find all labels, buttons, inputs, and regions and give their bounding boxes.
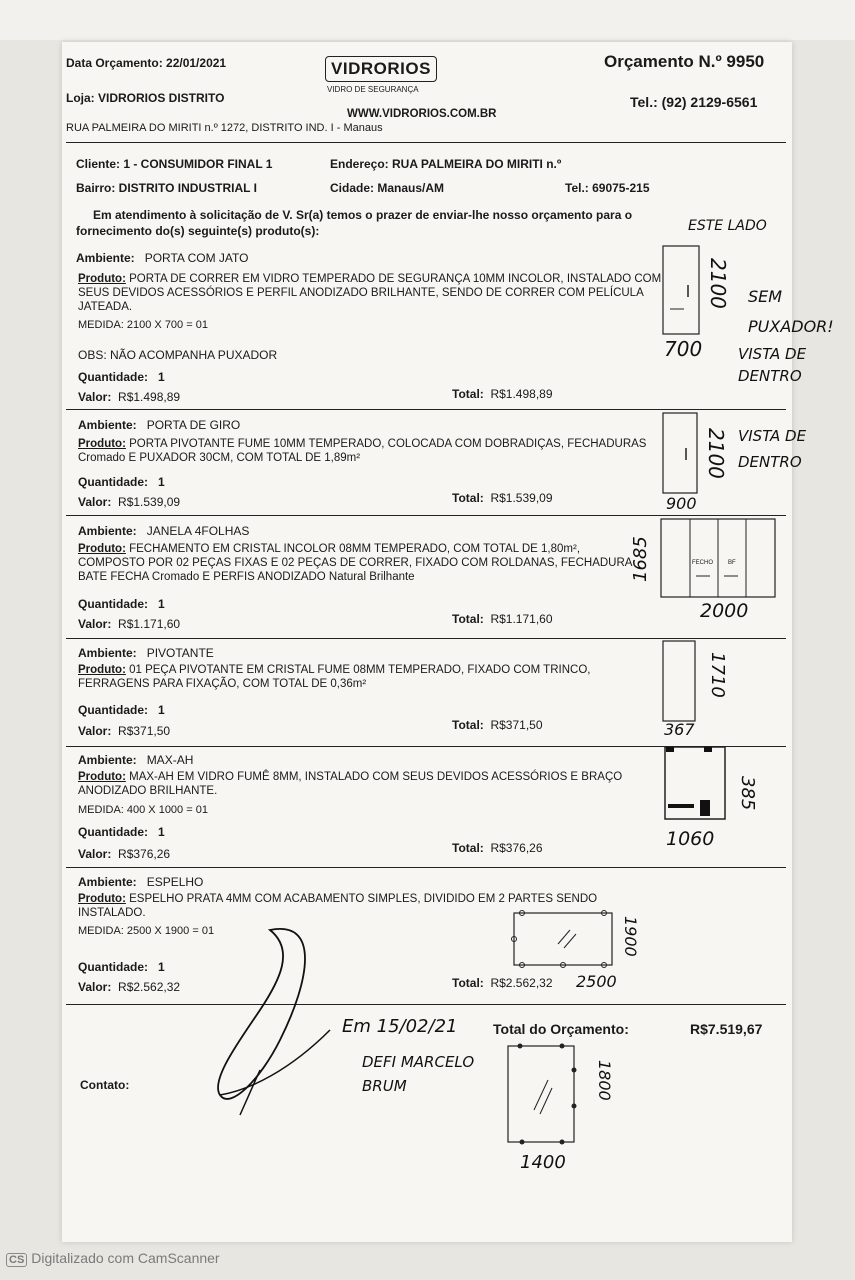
divider: [66, 515, 786, 516]
handwritten-dim: 2100: [704, 428, 728, 479]
divider: [66, 1004, 786, 1005]
camscanner-icon: CS: [6, 1253, 27, 1267]
divider: [66, 638, 786, 639]
budget-total-label: Total do Orçamento:: [493, 1021, 629, 1037]
handwritten-note: VISTA DE DENTRO: [738, 427, 807, 471]
divider: [66, 409, 786, 410]
item-quantidade: Quantidade: 1: [78, 960, 165, 974]
item-valor: Valor: R$376,26: [78, 847, 171, 861]
handwritten-name: DEFI MARCELO BRUM: [362, 1053, 475, 1095]
item-quantidade: Quantidade: 1: [78, 370, 165, 384]
handwritten-dim: 700: [664, 337, 703, 361]
budget-number: Orçamento N.º 9950: [604, 52, 765, 71]
door-sketch-icon: [662, 245, 700, 335]
panel-sketch-icon: [500, 1040, 580, 1148]
scan-edge: [0, 0, 855, 40]
item-ambiente: Ambiente: PORTA COM JATO: [76, 251, 249, 265]
item-quantidade: Quantidade: 1: [78, 475, 165, 489]
item-valor: Valor: R$1.539,09: [78, 495, 181, 509]
item-ambiente: Ambiente: PIVOTANTE: [78, 646, 214, 660]
handwritten-dim: 1400: [520, 1152, 566, 1173]
item-valor: Valor: R$1.498,89: [78, 390, 181, 404]
item-ambiente: Ambiente: JANELA 4FOLHAS: [78, 524, 250, 538]
item-obs: OBS: NÃO ACOMPANHA PUXADOR: [78, 348, 278, 362]
window-sketch-icon: [660, 518, 776, 598]
handwritten-dim: 900: [666, 494, 697, 513]
handwritten-note: ESTE LADO: [688, 218, 767, 234]
handwritten-dim: 2500: [576, 972, 617, 991]
item-produto: Produto: MAX-AH EM VIDRO FUMÊ 8MM, INSTALADO COM SEUS DEVIDOS ACESSÓRIOS E BRAÇO ANODIZADO BRILHANTE.: [78, 771, 623, 797]
mirror-sketch-icon: [508, 908, 618, 970]
diagram-label: BF: [728, 560, 736, 566]
handwritten-dim: 367: [664, 720, 695, 739]
handwritten-dim: 1900: [621, 916, 640, 957]
handwritten-dim: 385: [737, 776, 758, 811]
item-medida: MEDIDA: 2100 X 700 = 01: [78, 319, 208, 331]
item-produto: Produto: 01 PEÇA PIVOTANTE EM CRISTAL FUME 08MM TEMPERADO, FIXADO COM TRINCO, FERRAGENS PARA FIXAÇÃO, COM TOTAL DE 0,36m²: [78, 664, 591, 690]
intro-line-1: Em atendimento à solicitação de V. Sr(a) temos o prazer de enviar-lhe nosso orçamento para o: [93, 208, 633, 222]
client-district: Bairro: DISTRITO INDUSTRIAL I: [76, 181, 257, 195]
contact-label: Contato:: [80, 1078, 130, 1092]
item-produto: Produto: PORTA DE CORRER EM VIDRO TEMPERADO DE SEGURANÇA 10MM INCOLOR, INSTALADO COM SEUS DEVIDOS ACESSÓRIOS E PERFIL ANODIZADO BRILHANTE, SENDO DE CORRER COM PELÍCULA JATEADA.: [78, 273, 662, 313]
item-ambiente: Ambiente: ESPELHO: [78, 875, 204, 889]
item-total: Total: R$1.498,89: [452, 387, 553, 401]
company-address: RUA PALMEIRA DO MIRITI n.º 1272, DISTRITO IND. I - Manaus: [66, 122, 383, 134]
handwritten-note: VISTA DE DENTRO: [738, 345, 807, 385]
item-quantidade: Quantidade: 1: [78, 703, 165, 717]
window-sketch-icon: [664, 746, 726, 820]
scanner-watermark: CS Digitalizado com CamScanner: [6, 1250, 220, 1267]
item-quantidade: Quantidade: 1: [78, 825, 165, 839]
handwritten-dim: 1800: [595, 1060, 614, 1101]
signature-scribble: [200, 920, 340, 1120]
door-sketch-icon: [662, 412, 698, 494]
handwritten-dim: 1060: [666, 828, 715, 850]
item-ambiente: Ambiente: MAX-AH: [78, 753, 194, 767]
budget-total-value: R$7.519,67: [690, 1021, 763, 1037]
client-name: Cliente: 1 - CONSUMIDOR FINAL 1: [76, 157, 273, 171]
item-valor: Valor: R$2.562,32: [78, 980, 181, 994]
item-produto: Produto: ESPELHO PRATA 4MM COM ACABAMENTO SIMPLES, DIVIDIDO EM 2 PARTES SENDO INSTALADO.: [78, 893, 598, 919]
divider: [66, 867, 786, 868]
divider: [66, 142, 786, 143]
handwritten-dim: 1710: [707, 652, 728, 698]
company-phone: Tel.: (92) 2129-6561: [630, 94, 758, 110]
item-ambiente: Ambiente: PORTA DE GIRO: [78, 418, 241, 432]
item-produto: Produto: PORTA PIVOTANTE FUME 10MM TEMPERADO, COLOCADA COM DOBRADIÇAS, FECHADURAS Cromado E PUXADOR 30CM, COM TOTAL DE 1,89m²: [78, 438, 647, 464]
company-website: WWW.VIDRORIOS.COM.BR: [347, 108, 497, 120]
budget-date: Data Orçamento: 22/01/2021: [66, 56, 227, 70]
client-address: Endereço: RUA PALMEIRA DO MIRITI n.º: [330, 157, 562, 171]
handwritten-date: Em 15/02/21: [342, 1016, 458, 1037]
diagram-label: FECHO: [692, 560, 713, 566]
item-produto: Produto: FECHAMENTO EM CRISTAL INCOLOR 08MM TEMPERADO, COM TOTAL DE 1,80m², COMPOSTO POR 02 PEÇAS FIXAS E 02 PEÇAS DE CORRER, FIXADO COM ROLDANAS, FECHADURA BATE FECHA Cromado E PERFIS ANODIZADO Natural Brilhante: [78, 543, 632, 583]
item-valor: Valor: R$1.171,60: [78, 617, 181, 631]
item-total: Total: R$1.171,60: [452, 612, 553, 626]
item-total: Total: R$2.562,32: [452, 976, 553, 990]
company-logo: VIDRORIOS: [325, 56, 437, 82]
item-medida: MEDIDA: 400 X 1000 = 01: [78, 804, 208, 816]
item-medida: MEDIDA: 2500 X 1900 = 01: [78, 925, 215, 937]
pivot-panel-sketch-icon: [662, 640, 696, 722]
store-name: Loja: VIDRORIOS DISTRITO: [66, 91, 225, 105]
item-total: Total: R$376,26: [452, 841, 543, 855]
logo-subtitle: VIDRO DE SEGURANÇA: [327, 85, 419, 94]
item-total: Total: R$371,50: [452, 718, 543, 732]
handwritten-note: SEM PUXADOR!: [748, 287, 834, 336]
client-phone: Tel.: 69075-215: [565, 181, 650, 195]
item-valor: Valor: R$371,50: [78, 724, 171, 738]
intro-line-2: fornecimento do(s) seguinte(s) produto(s):: [76, 224, 320, 238]
item-quantidade: Quantidade: 1: [78, 597, 165, 611]
client-city: Cidade: Manaus/AM: [330, 181, 445, 195]
handwritten-dim: 1685: [630, 536, 651, 582]
handwritten-dim: 2000: [700, 600, 749, 622]
handwritten-dim: 2100: [706, 258, 730, 309]
item-total: Total: R$1.539,09: [452, 491, 553, 505]
